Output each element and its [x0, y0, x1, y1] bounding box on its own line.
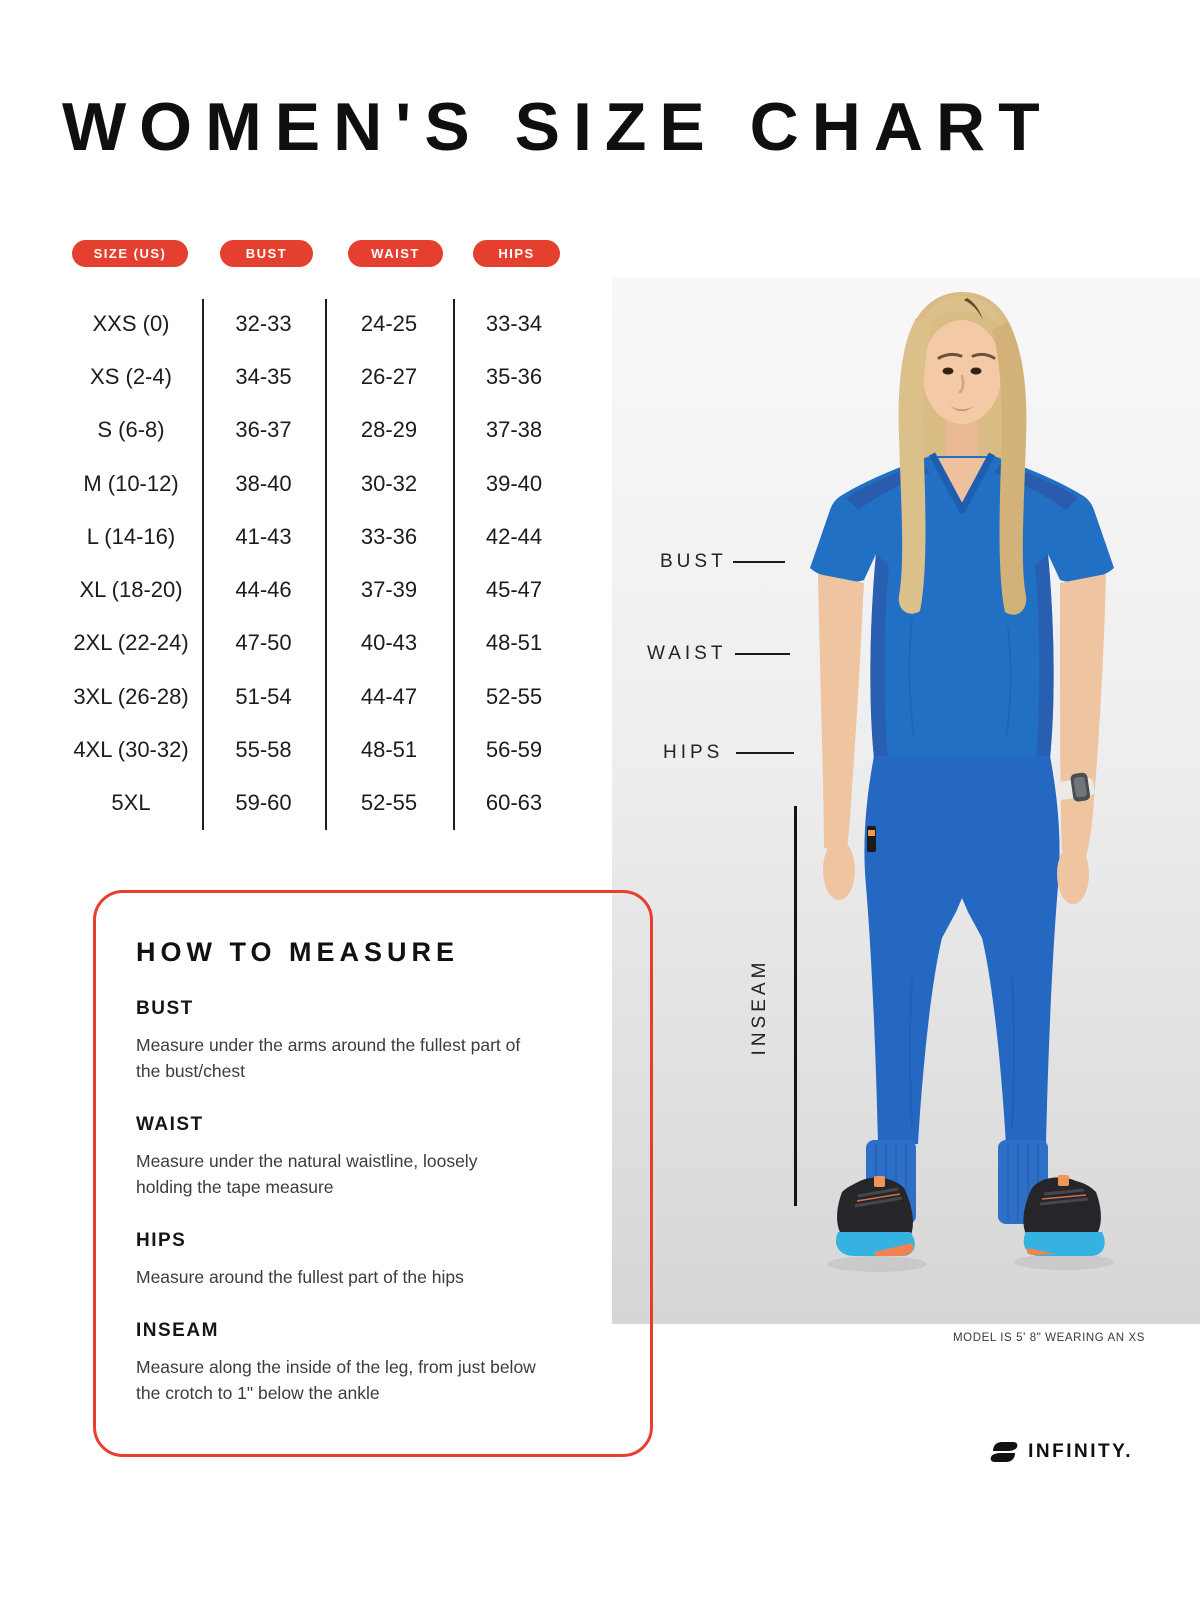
- measurement-cell: 41-43: [235, 523, 292, 549]
- table-row: [60, 723, 575, 776]
- measure-list: [136, 998, 610, 1406]
- measurement-cell: 44-46: [235, 577, 292, 603]
- measurement-cell: 32-33: [235, 310, 292, 336]
- measurement-cell: 33-34: [485, 310, 543, 336]
- measurement-cell: 52-55: [485, 683, 543, 709]
- table-row: [60, 350, 575, 403]
- bust-callout-label: BUST: [660, 551, 727, 572]
- measurement-cell: 59-60: [235, 790, 292, 816]
- bust-callout-line: [733, 561, 785, 563]
- arm: [1060, 574, 1106, 856]
- measure-item-text: Measure along the inside of the leg, from just below the crotch to 1" below the ankle: [136, 1357, 536, 1403]
- brand-wordmark: INFINITY.: [1028, 1441, 1133, 1462]
- measurement-cell: 36-37: [235, 417, 292, 443]
- size-cell: 3XL (26-28): [73, 683, 189, 709]
- measurement-cell: 40-43: [360, 630, 418, 656]
- table-divider: [325, 299, 327, 830]
- size-cell: 4XL (30-32): [73, 737, 189, 763]
- measurement-cell: 52-55: [360, 790, 418, 816]
- measurement-cell: 30-32: [360, 470, 418, 496]
- arm: [818, 574, 864, 853]
- size-table-body: [60, 297, 575, 830]
- measurement-cell: 37-39: [360, 577, 418, 603]
- pocket-tag: [867, 826, 876, 852]
- table-row: [60, 404, 575, 457]
- size-cell: XS (2-4): [90, 363, 172, 389]
- size-cell: XL (18-20): [79, 577, 183, 603]
- floor-shadow: [827, 1256, 927, 1272]
- measure-item-text: Measure around the fullest part of the hips: [136, 1267, 464, 1287]
- measurement-cell: 28-29: [360, 417, 418, 443]
- measure-item-label: INSEAM: [136, 1320, 219, 1341]
- measurement-cell: 47-50: [235, 630, 292, 656]
- measurement-cell: 60-63: [485, 790, 543, 816]
- measurement-cell: 24-25: [360, 310, 418, 336]
- hips-callout-label: HIPS: [663, 742, 724, 763]
- measurement-cell: 48-51: [360, 737, 418, 763]
- waist-callout-label: WAIST: [647, 643, 727, 664]
- how-to-measure-box: [93, 890, 653, 1457]
- column-header-pill: SIZE (US): [72, 240, 188, 267]
- brand-logo: [989, 1441, 1133, 1463]
- size-cell: L (14-16): [86, 523, 176, 549]
- measure-item: [136, 1320, 610, 1406]
- measurement-cell: 33-36: [360, 523, 418, 549]
- measure-item: [136, 1230, 610, 1290]
- measure-item-label: WAIST: [136, 1114, 204, 1135]
- measurement-cell: 34-35: [235, 363, 292, 389]
- waist-callout-line: [735, 653, 790, 655]
- scrub-pants: [864, 756, 1059, 1144]
- column-header-pill: HIPS: [473, 240, 560, 267]
- measure-item-label: BUST: [136, 998, 194, 1019]
- measurement-cell: 51-54: [235, 683, 292, 709]
- table-row: [60, 457, 575, 510]
- model-illustration: [612, 278, 1200, 1324]
- infinity-logo-icon: [989, 1441, 1019, 1463]
- size-cell: 2XL (22-24): [73, 630, 189, 656]
- how-to-measure-title: HOW TO MEASURE: [136, 937, 460, 967]
- table-row: [60, 563, 575, 616]
- measurement-cell: 26-27: [360, 363, 418, 389]
- inseam-callout-label: INSEAM: [749, 958, 770, 1056]
- column-header-pill: WAIST: [348, 240, 443, 267]
- page-title: WOMEN'S SIZE CHART: [62, 89, 1053, 165]
- measurement-cell: 39-40: [485, 470, 543, 496]
- inseam-callout-line: [794, 806, 797, 1206]
- size-cell: XXS (0): [92, 310, 170, 336]
- size-cell: 5XL: [111, 790, 151, 816]
- measure-item-text: Measure under the natural waistline, loosely holding the tape measure: [136, 1151, 478, 1197]
- table-row: [60, 510, 575, 563]
- hand: [823, 840, 855, 900]
- model-photo: [612, 278, 1200, 1324]
- measure-item: [136, 998, 610, 1084]
- size-cell: S (6-8): [97, 417, 165, 443]
- table-row: [60, 670, 575, 723]
- table-header-row: [0, 240, 1200, 268]
- table-row: [60, 777, 575, 830]
- face: [922, 320, 1002, 424]
- measurement-cell: 45-47: [485, 577, 543, 603]
- measurement-cell: 48-51: [485, 630, 543, 656]
- table-row: [60, 297, 575, 350]
- size-cell: M (10-12): [83, 470, 179, 496]
- floor-shadow: [1014, 1254, 1114, 1270]
- measurement-cell: 55-58: [235, 737, 292, 763]
- measurement-cell: 35-36: [485, 363, 543, 389]
- measurement-cell: 56-59: [485, 737, 543, 763]
- model-caption: MODEL IS 5' 8" WEARING AN XS: [952, 1332, 1145, 1344]
- table-row: [60, 617, 575, 670]
- sneaker: [1023, 1175, 1104, 1256]
- measurement-cell: 38-40: [235, 470, 292, 496]
- table-divider: [453, 299, 455, 830]
- sneaker: [836, 1176, 915, 1256]
- measure-item-label: HIPS: [136, 1230, 187, 1251]
- measurement-cell: 44-47: [360, 683, 418, 709]
- measure-item: [136, 1114, 610, 1200]
- hand: [1057, 844, 1089, 904]
- measure-item-text: Measure under the arms around the fullest part of the bust/chest: [136, 1035, 521, 1081]
- measurement-cell: 37-38: [485, 417, 543, 443]
- measurement-cell: 42-44: [485, 523, 543, 549]
- column-header-pill: BUST: [220, 240, 313, 267]
- table-divider: [202, 299, 204, 830]
- hips-callout-line: [736, 752, 794, 754]
